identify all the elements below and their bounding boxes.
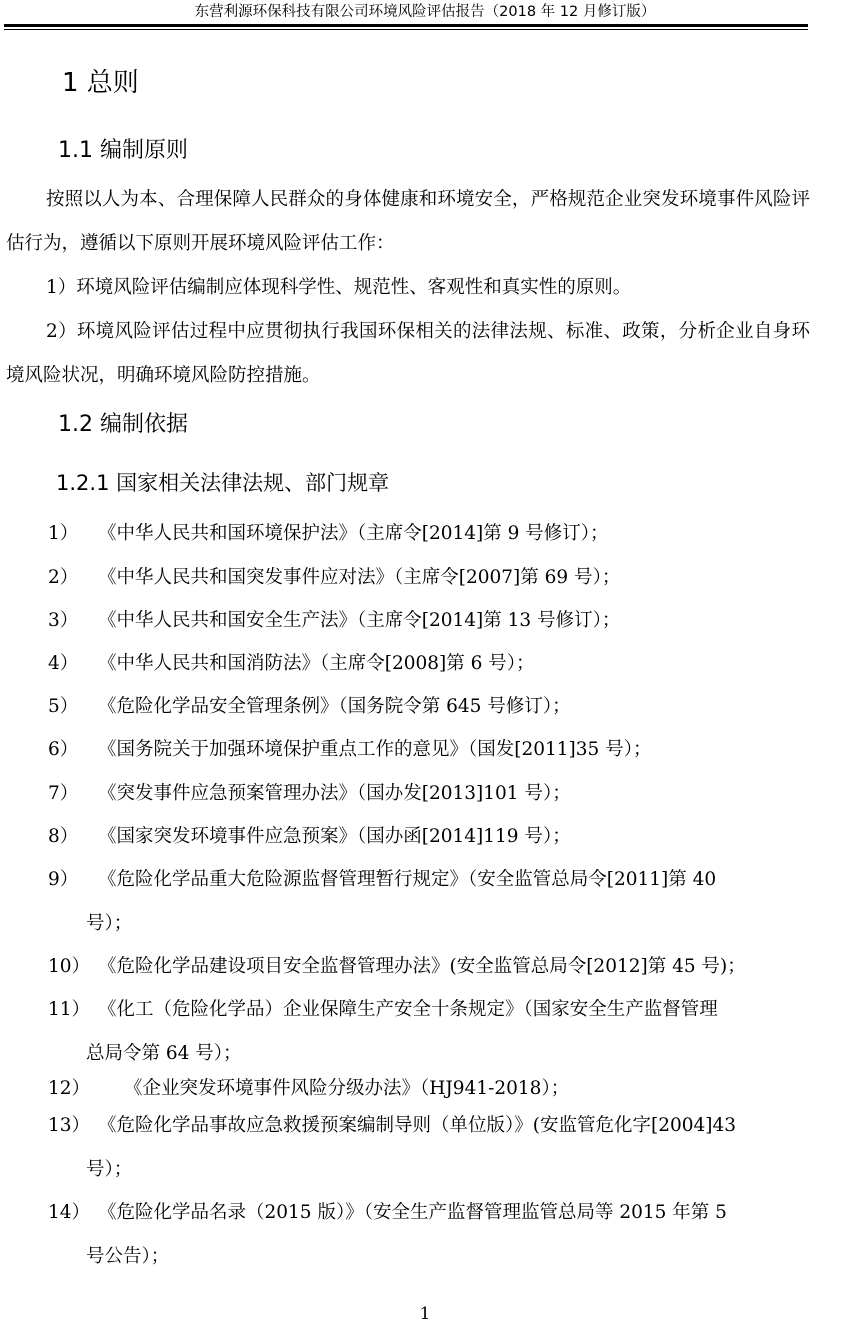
list-item-number: 4） [48,653,79,674]
list-item-continuation: 号）； [86,913,133,934]
list-item-text: 《危险化学品安全管理条例》（国务院令第 645 号修订）； [98,696,571,717]
list-item-number: 11） [48,999,91,1020]
list-item-text: 《国家突发环境事件应急预案》（国办函[2014]119 号）； [98,826,571,847]
list-item-number: 9） [48,869,79,890]
list-item-text: 《危险化学品重大危险源监督管理暂行规定》（安全监管总局令[2011]第 40 [98,869,717,890]
page-header [0,0,850,30]
list-item-number: 8） [48,826,79,847]
list-item-number: 2） [48,567,79,588]
header-title: 东营利源环保科技有限公司环境风险评估报告（2018 年 12 月修订版） [194,4,656,20]
section-1-heading: 1 总则 [62,68,139,98]
list-item [48,1104,810,1192]
list-item-number: 6） [48,739,79,760]
list-item-continuation: 总局令第 64 号）； [86,1043,242,1064]
list-item-number: 3） [48,610,79,631]
list-item-text: 《突发事件应急预案管理办法》（国办发[2013]101 号）； [98,783,571,804]
list-item-text: 《中华人民共和国消防法》（主席令[2008]第 6 号）； [98,653,535,674]
list-item [48,988,810,1076]
paragraph-principle-2: 2）环境风险评估过程中应贯彻执行我国环保相关的法律法规、标准、政策，分析企业自身环境风险状况，明确环境风险防控措施。 [6,321,810,386]
list-item-continuation: 号公告）； [86,1246,170,1267]
list-item [48,815,810,859]
header-rule [4,24,808,27]
list-item-text: 《危险化学品事故应急救援预案编制导则（单位版）》(安监管危化字[2004]43 [98,1115,737,1136]
list-item-continuation: 号）； [86,1159,133,1180]
list-item-number: 5） [48,696,79,717]
list-item [48,772,810,816]
page-number: 1 [419,1304,431,1324]
list-item [48,642,810,686]
list-item [48,945,810,989]
list-item-number: 13） [48,1115,91,1136]
list-item [48,512,810,556]
list-item-text: 《化工（危险化学品）企业保障生产安全十条规定》（国家安全生产监督管理 [98,999,718,1020]
list-item-text: 《中华人民共和国安全生产法》（主席令[2014]第 13 号修订）； [98,610,621,631]
list-item-text: 《企业突发环境事件风险分级办法》（HJ941-2018）； [124,1078,570,1099]
section-1-1-heading: 1.1 编制原则 [58,138,188,163]
section-1-2-heading: 1.2 编制依据 [58,412,188,437]
list-item-text: 《危险化学品名录（2015 版）》（安全生产监督管理监管总局等 2015 年第 5 [98,1202,727,1223]
list-item [48,599,810,643]
list-item-text: 《中华人民共和国环境保护法》（主席令[2014]第 9 号修订）； [98,523,609,544]
list-item [48,858,810,946]
list-item [48,1191,810,1279]
list-item-text: 《中华人民共和国突发事件应对法》（主席令[2007]第 69 号）； [98,567,621,588]
list-item-text: 《危险化学品建设项目安全监督管理办法》(安全监管总局令[2012]第 45 号)； [98,956,746,977]
list-item-number: 7） [48,783,79,804]
list-item [48,685,810,729]
paragraph-principles-intro: 按照以人为本、合理保障人民群众的身体健康和环境安全，严格规范企业突发环境事件风险评估行为，遵循以下原则开展环境风险评估工作： [6,189,810,254]
header-rule-thin [4,29,808,30]
list-item [48,728,810,772]
list-item-number: 12） [48,1078,91,1099]
list-item-number: 14） [48,1202,91,1223]
section-1-2-1-heading: 1.2.1 国家相关法律法规、部门规章 [56,471,390,495]
list-item-text: 《国务院关于加强环境保护重点工作的意见》（国发[2011]35 号）； [98,739,652,760]
list-item-number: 10） [48,956,91,977]
paragraph-principle-1: 1）环境风险评估编制应体现科学性、规范性、客观性和真实性的原则。 [46,277,632,298]
list-item-number: 1） [48,523,79,544]
list-item [48,556,810,600]
